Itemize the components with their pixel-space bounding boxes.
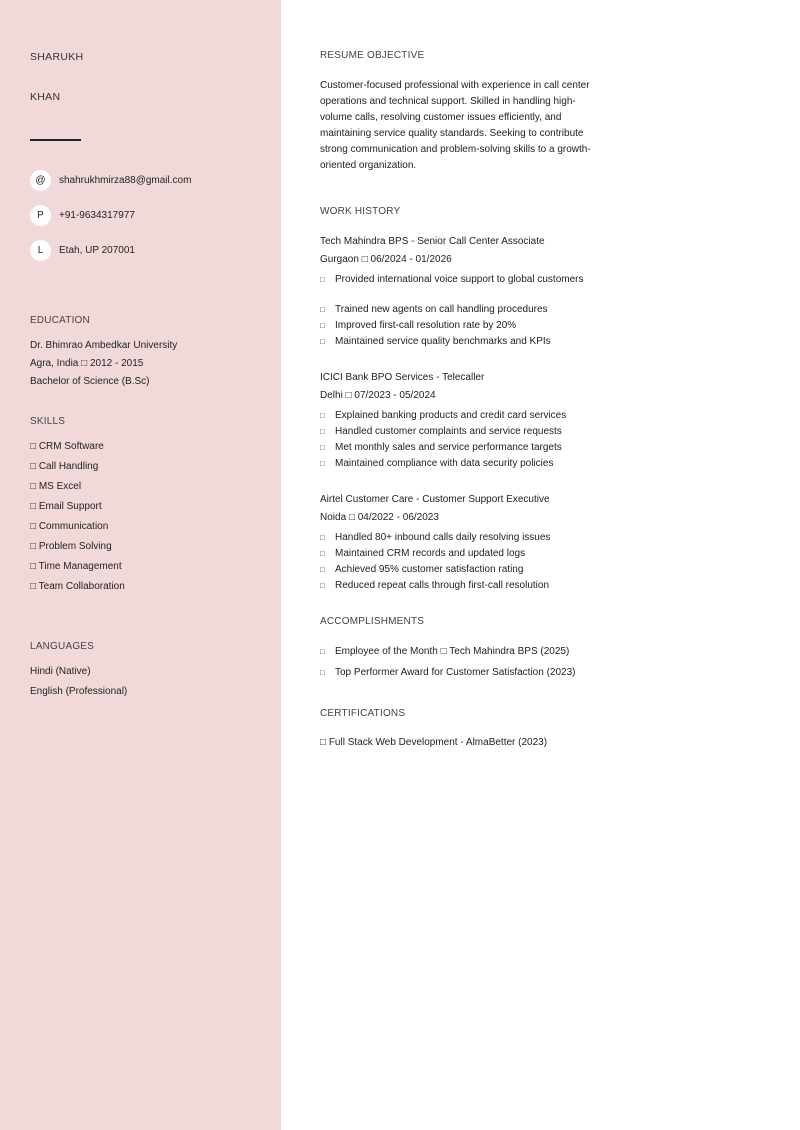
job-title: Tech Mahindra BPS - Senior Call Center Associate [320,236,545,247]
job-bullet [320,302,590,318]
bullet-icon: □ [320,581,325,590]
skills-heading: SKILLS [30,416,66,427]
job-bullet [320,562,590,578]
job-bullet-text: Maintained compliance with data security policies [335,458,554,469]
job-bullet [320,578,590,594]
job-meta: Delhi □ 07/2023 - 05/2024 [320,390,436,401]
language-item: English (Professional) [30,686,128,697]
work-history-heading: WORK HISTORY [320,206,401,217]
certifications-heading: CERTIFICATIONS [320,708,406,719]
skill-item: □ Email Support [30,501,102,512]
skill-item: □ Communication [30,521,109,532]
accomplishment-text: Employee of the Month □ Tech Mahindra BPS (2025) [335,646,570,657]
skill-item: □ Time Management [30,561,122,572]
bullet-icon: □ [320,647,325,656]
languages-heading: LANGUAGES [30,641,95,652]
skill-item: □ Call Handling [30,461,99,472]
contact-phone[interactable] [30,204,135,226]
job-bullet [320,272,590,288]
email-icon: @ [30,170,51,191]
main-content [281,0,800,1130]
job-bullet [320,456,590,472]
job-bullet-text: Maintained service quality benchmarks and KPIs [335,336,551,347]
location-text: Etah, UP 207001 [59,244,135,256]
language-item: Hindi (Native) [30,666,91,677]
phone-icon: P [30,205,51,226]
bullet-icon: □ [320,305,325,314]
accomplishments-heading: ACCOMPLISHMENTS [320,616,425,627]
education-degree: Bachelor of Science (B.Sc) [30,376,150,387]
bullet-icon: □ [320,411,325,420]
first-name: SHARUKH [30,51,84,63]
name-divider [30,139,81,141]
job-bullet-text: Trained new agents on call handling procedures [335,304,548,315]
contact-email[interactable] [30,169,191,191]
skill-item: □ CRM Software [30,441,104,452]
objective-heading: RESUME OBJECTIVE [320,50,425,61]
phone-text[interactable]: +91-9634317977 [59,209,135,221]
certification-item: □ Full Stack Web Development - AlmaBetter (2023) [320,737,548,748]
job-bullet [320,530,590,546]
accomplishment-item [320,644,620,660]
job-title: ICICI Bank BPO Services - Telecaller [320,372,485,383]
job-bullet-text: Met monthly sales and service performance targets [335,442,562,453]
bullet-icon: □ [320,533,325,542]
last-name: KHAN [30,91,61,103]
job-bullet [320,318,590,334]
bullet-icon: □ [320,668,325,677]
education-school: Dr. Bhimrao Ambedkar University [30,340,178,351]
education-heading: EDUCATION [30,315,90,326]
skill-item: □ Problem Solving [30,541,112,552]
sidebar [0,0,281,1130]
bullet-icon: □ [320,549,325,558]
skill-item: □ MS Excel [30,481,82,492]
bullet-icon: □ [320,443,325,452]
job-meta: Noida □ 04/2022 - 06/2023 [320,512,439,523]
bullet-icon: □ [320,427,325,436]
email-text[interactable]: shahrukhmirza88@gmail.com [59,174,192,186]
skill-item: □ Team Collaboration [30,581,125,592]
job-title: Airtel Customer Care - Customer Support Executive [320,494,550,505]
job-bullet-text: Reduced repeat calls through first-call resolution [335,580,549,591]
bullet-icon: □ [320,275,325,284]
bullet-icon: □ [320,565,325,574]
bullet-icon: □ [320,337,325,346]
job-bullet-text: Explained banking products and credit card services [335,410,567,421]
job-bullet [320,408,590,424]
job-bullet [320,334,590,350]
bullet-icon: □ [320,321,325,330]
job-bullet [320,440,590,456]
job-bullet-text: Maintained CRM records and updated logs [335,548,526,559]
accomplishment-text: Top Performer Award for Customer Satisfaction (2023) [335,667,576,678]
job-bullet [320,546,590,562]
contact-location [30,239,135,261]
job-meta: Gurgaon □ 06/2024 - 01/2026 [320,254,452,265]
education-location-dates: Agra, India □ 2012 - 2015 [30,358,144,369]
bullet-icon: □ [320,459,325,468]
job-bullet [320,424,590,440]
job-bullet-text: Achieved 95% customer satisfaction rating [335,564,524,575]
location-icon: L [30,240,51,261]
job-bullet-text: Handled customer complaints and service requests [335,426,562,437]
job-bullet-text: Handled 80+ inbound calls daily resolving issues [335,532,551,543]
job-bullet-text: Provided international voice support to global customers [335,274,584,285]
objective-text: Customer-focused professional with experience in call center operations and technical support. Skilled in handling high-volume calls, resolving customer issues efficiently, and maintaining service quality standards. Seeking to contribute strong communication and problem-solving skills to a growth-oriented organization. [320,80,591,171]
job-bullet-text: Improved first-call resolution rate by 20% [335,320,517,331]
accomplishment-item [320,665,620,681]
